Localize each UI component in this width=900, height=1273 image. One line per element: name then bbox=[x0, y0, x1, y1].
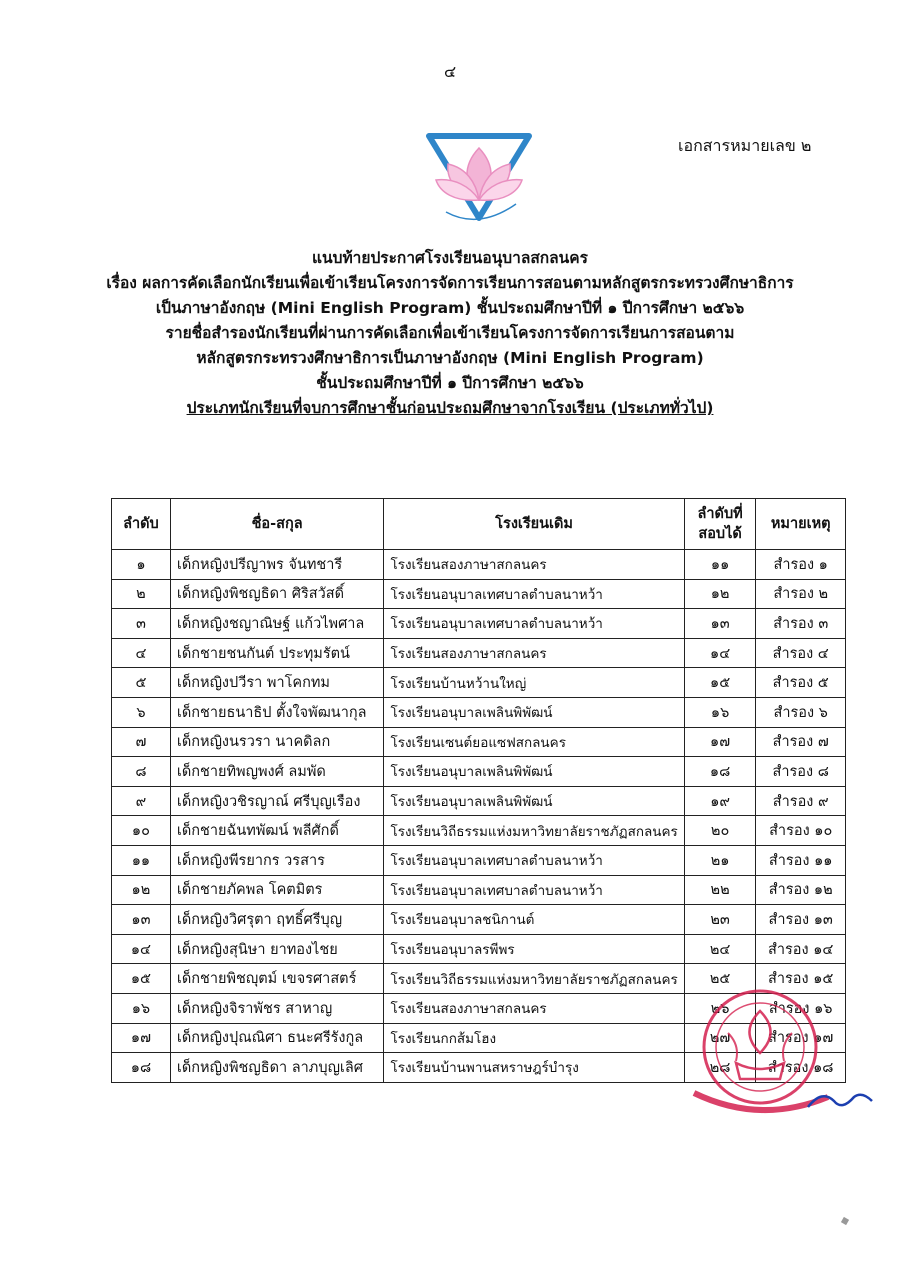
cell-note: สำรอง ๑ bbox=[756, 550, 846, 580]
cell-name: เด็กชายชนกันต์ ประทุมรัตน์ bbox=[170, 638, 384, 668]
cell-school: โรงเรียนอนุบาลเพลินพิพัฒน์ bbox=[384, 786, 684, 816]
cell-order: ๑๕ bbox=[112, 964, 171, 994]
cell-school: โรงเรียนอนุบาลรพีพร bbox=[384, 934, 684, 964]
cell-rank: ๑๒ bbox=[684, 579, 756, 609]
cell-school: โรงเรียนบ้านพานสหราษฎร์บำรุง bbox=[384, 1053, 684, 1083]
cell-order: ๑ bbox=[112, 550, 171, 580]
cell-school: โรงเรียนบ้านหว้านใหญ่ bbox=[384, 668, 684, 698]
cell-school: โรงเรียนสองภาษาสกลนคร bbox=[384, 993, 684, 1023]
cell-rank: ๒๑ bbox=[684, 845, 756, 875]
scan-speck bbox=[841, 1217, 849, 1225]
cell-order: ๙ bbox=[112, 786, 171, 816]
cell-name: เด็กหญิงพิชญธิดา ลาภบุญเลิศ bbox=[170, 1053, 384, 1083]
heading-line-5: หลักสูตรกระทรวงศึกษาธิการเป็นภาษาอังกฤษ (Mini English Program) bbox=[196, 349, 704, 367]
table-row bbox=[112, 816, 846, 846]
cell-rank: ๒๐ bbox=[684, 816, 756, 846]
cell-name: เด็กหญิงวชิรญาณ์ ศรีบุญเรือง bbox=[170, 786, 384, 816]
heading-line-4: รายชื่อสำรองนักเรียนที่ผ่านการคัดเลือกเพื่อเข้าเรียนโครงการจัดการเรียนการสอนตาม bbox=[165, 324, 735, 342]
table-row bbox=[112, 697, 846, 727]
cell-name: เด็กหญิงพิชญธิดา ศิริสวัสดิ์ bbox=[170, 579, 384, 609]
cell-note: สำรอง ๑๔ bbox=[756, 934, 846, 964]
cell-order: ๗ bbox=[112, 727, 171, 757]
cell-name: เด็กหญิงวิศรุตา ฤทธิ์ศรีบุญ bbox=[170, 905, 384, 935]
header-rank-line-1: ลำดับที่ bbox=[697, 506, 743, 522]
cell-school: โรงเรียนอนุบาลเทศบาลตำบลนาหว้า bbox=[384, 579, 684, 609]
cell-rank: ๒๗ bbox=[684, 1023, 756, 1053]
cell-rank: ๒๒ bbox=[684, 875, 756, 905]
table-row bbox=[112, 550, 846, 580]
cell-order: ๑๐ bbox=[112, 816, 171, 846]
heading-line-3: เป็นภาษาอังกฤษ (Mini English Program) ชั้นประถมศึกษาปีที่ ๑ ปีการศึกษา ๒๕๖๖ bbox=[155, 299, 745, 317]
cell-school: โรงเรียนสองภาษาสกลนคร bbox=[384, 550, 684, 580]
cell-order: ๑๒ bbox=[112, 875, 171, 905]
heading-category: ประเภทนักเรียนที่จบการศึกษาชั้นก่อนประถมศึกษาจากโรงเรียน (ประเภททั่วไป) bbox=[186, 399, 714, 417]
cell-order: ๑๗ bbox=[112, 1023, 171, 1053]
cell-school: โรงเรียนอนุบาลเพลินพิพัฒน์ bbox=[384, 697, 684, 727]
cell-order: ๒ bbox=[112, 579, 171, 609]
cell-rank: ๑๗ bbox=[684, 727, 756, 757]
cell-note: สำรอง ๕ bbox=[756, 668, 846, 698]
table-row bbox=[112, 757, 846, 787]
cell-rank: ๒๔ bbox=[684, 934, 756, 964]
cell-order: ๑๔ bbox=[112, 934, 171, 964]
cell-note: สำรอง ๖ bbox=[756, 697, 846, 727]
cell-note: สำรอง ๑๐ bbox=[756, 816, 846, 846]
cell-note: สำรอง ๔ bbox=[756, 638, 846, 668]
cell-rank: ๑๙ bbox=[684, 786, 756, 816]
header-school: โรงเรียนเดิม bbox=[384, 499, 684, 550]
cell-name: เด็กชายพิชญุตม์ เขจรศาสตร์ bbox=[170, 964, 384, 994]
cell-order: ๘ bbox=[112, 757, 171, 787]
cell-school: โรงเรียนอนุบาลเพลินพิพัฒน์ bbox=[384, 757, 684, 787]
cell-school: โรงเรียนกกส้มโฮง bbox=[384, 1023, 684, 1053]
table-row bbox=[112, 875, 846, 905]
cell-note: สำรอง ๑๕ bbox=[756, 964, 846, 994]
header-rank bbox=[684, 499, 756, 550]
cell-rank: ๒๕ bbox=[684, 964, 756, 994]
heading-line-6: ชั้นประถมศึกษาปีที่ ๑ ปีการศึกษา ๒๕๖๖ bbox=[316, 374, 584, 392]
cell-order: ๕ bbox=[112, 668, 171, 698]
cell-order: ๖ bbox=[112, 697, 171, 727]
cell-name: เด็กชายทิพญพงศ์ ลมพัด bbox=[170, 757, 384, 787]
cell-note: สำรอง ๑๘ bbox=[756, 1053, 846, 1083]
cell-school: โรงเรียนอนุบาลเทศบาลตำบลนาหว้า bbox=[384, 609, 684, 639]
header-name: ชื่อ-สกุล bbox=[170, 499, 384, 550]
cell-rank: ๑๘ bbox=[684, 757, 756, 787]
school-logo-icon bbox=[424, 126, 534, 238]
cell-note: สำรอง ๑๒ bbox=[756, 875, 846, 905]
cell-note: สำรอง ๓ bbox=[756, 609, 846, 639]
school-seal-stamp-icon bbox=[688, 975, 878, 1135]
cell-name: เด็กหญิงพีรยากร วรสาร bbox=[170, 845, 384, 875]
cell-school: โรงเรียนสองภาษาสกลนคร bbox=[384, 638, 684, 668]
cell-name: เด็กหญิงสุนิษา ยาทองไชย bbox=[170, 934, 384, 964]
cell-name: เด็กหญิงจิราพัชร สาหาญ bbox=[170, 993, 384, 1023]
cell-rank: ๑๕ bbox=[684, 668, 756, 698]
cell-school: โรงเรียนอนุบาลชนิกานต์ bbox=[384, 905, 684, 935]
table-row bbox=[112, 905, 846, 935]
cell-rank: ๑๑ bbox=[684, 550, 756, 580]
cell-note: สำรอง ๘ bbox=[756, 757, 846, 787]
cell-name: เด็กชายฉันทพัฒน์ พลีศักดิ์ bbox=[170, 816, 384, 846]
cell-order: ๑๑ bbox=[112, 845, 171, 875]
header-note: หมายเหตุ bbox=[756, 499, 846, 550]
cell-note: สำรอง ๑๗ bbox=[756, 1023, 846, 1053]
cell-rank: ๒๓ bbox=[684, 905, 756, 935]
cell-order: ๑๖ bbox=[112, 993, 171, 1023]
cell-name: เด็กหญิงปุณณิศา ธนะศรีรังกูล bbox=[170, 1023, 384, 1053]
cell-rank: ๒๖ bbox=[684, 993, 756, 1023]
table-header-row bbox=[112, 499, 846, 550]
cell-note: สำรอง ๗ bbox=[756, 727, 846, 757]
cell-name: เด็กหญิงปรีญาพร จันทชารี bbox=[170, 550, 384, 580]
announcement-heading bbox=[60, 246, 840, 421]
cell-note: สำรอง ๙ bbox=[756, 786, 846, 816]
cell-name: เด็กหญิงนรวรา นาคดิลก bbox=[170, 727, 384, 757]
cell-note: สำรอง ๑๑ bbox=[756, 845, 846, 875]
table-row bbox=[112, 934, 846, 964]
document-reference: เอกสารหมายเลข ๒ bbox=[678, 136, 812, 155]
header-rank-line-2: สอบได้ bbox=[698, 526, 742, 542]
heading-line-1: แนบท้ายประกาศโรงเรียนอนุบาลสกลนคร bbox=[312, 249, 588, 267]
cell-name: เด็กชายภัคพล โคตมิตร bbox=[170, 875, 384, 905]
table-row bbox=[112, 786, 846, 816]
table-row bbox=[112, 727, 846, 757]
cell-name: เด็กหญิงชญาณิษฐ์ แก้วไพศาล bbox=[170, 609, 384, 639]
cell-school: โรงเรียนวิถีธรรมแห่งมหาวิทยาลัยราชภัฏสกลนคร bbox=[384, 816, 684, 846]
cell-note: สำรอง ๑๖ bbox=[756, 993, 846, 1023]
cell-rank: ๑๓ bbox=[684, 609, 756, 639]
table-row bbox=[112, 668, 846, 698]
header-order: ลำดับ bbox=[112, 499, 171, 550]
cell-name: เด็กหญิงปวีรา พาโคกทม bbox=[170, 668, 384, 698]
cell-note: สำรอง ๑๓ bbox=[756, 905, 846, 935]
cell-note: สำรอง ๒ bbox=[756, 579, 846, 609]
cell-school: โรงเรียนอนุบาลเทศบาลตำบลนาหว้า bbox=[384, 845, 684, 875]
cell-school: โรงเรียนอนุบาลเทศบาลตำบลนาหว้า bbox=[384, 875, 684, 905]
heading-line-2: เรื่อง ผลการคัดเลือกนักเรียนเพื่อเข้าเรียนโครงการจัดการเรียนการสอนตามหลักสูตรกระทรวงศึกษาธิการ bbox=[106, 274, 794, 292]
table-row bbox=[112, 609, 846, 639]
cell-order: ๑๓ bbox=[112, 905, 171, 935]
cell-rank: ๒๘ bbox=[684, 1053, 756, 1083]
cell-school: โรงเรียนเซนต์ยอแซฟสกลนคร bbox=[384, 727, 684, 757]
table-row bbox=[112, 579, 846, 609]
cell-school: โรงเรียนวิถีธรรมแห่งมหาวิทยาลัยราชภัฏสกลนคร bbox=[384, 964, 684, 994]
cell-name: เด็กชายธนาธิป ตั้งใจพัฒนากุล bbox=[170, 697, 384, 727]
table-row bbox=[112, 638, 846, 668]
table-row bbox=[112, 845, 846, 875]
cell-rank: ๑๖ bbox=[684, 697, 756, 727]
cell-rank: ๑๔ bbox=[684, 638, 756, 668]
page-number: ๔ bbox=[443, 62, 457, 81]
cell-order: ๔ bbox=[112, 638, 171, 668]
cell-order: ๑๘ bbox=[112, 1053, 171, 1083]
cell-order: ๓ bbox=[112, 609, 171, 639]
